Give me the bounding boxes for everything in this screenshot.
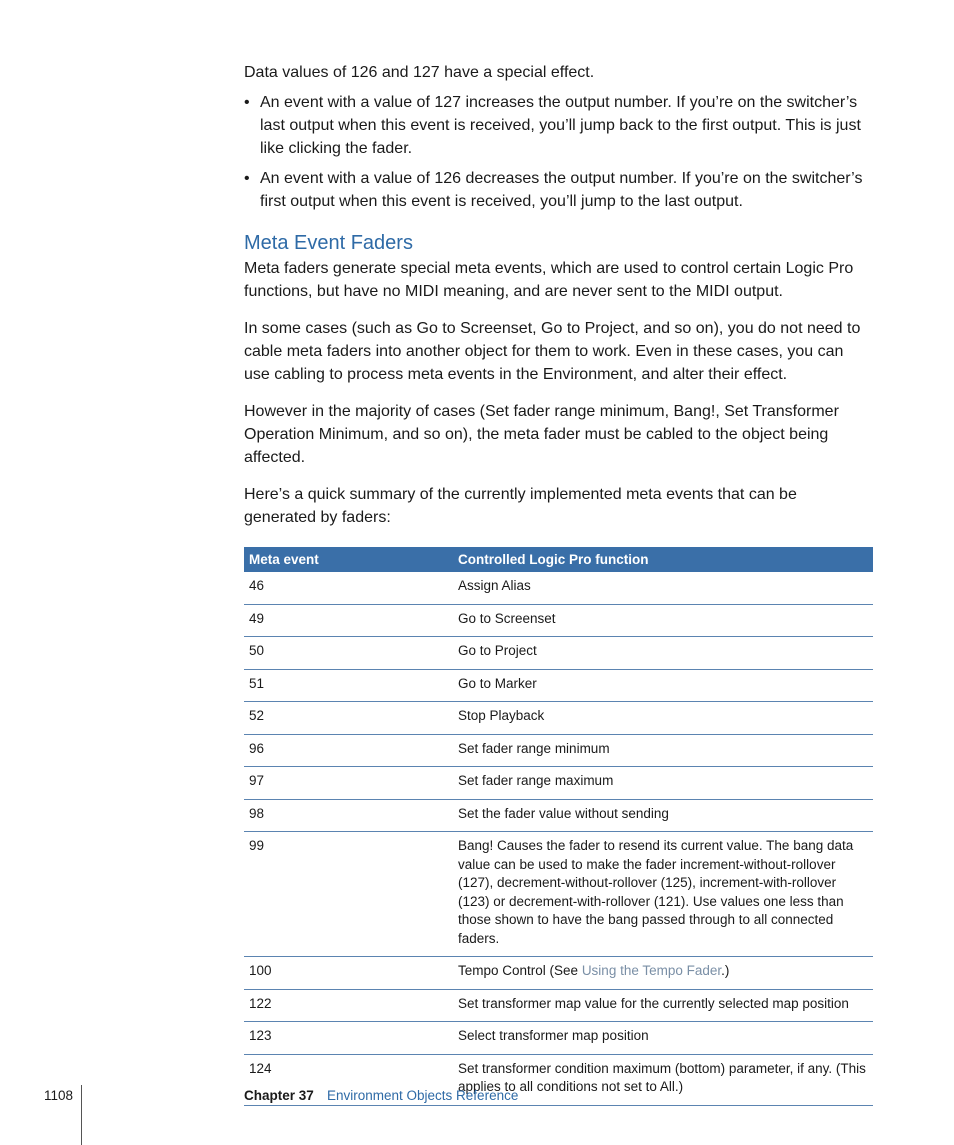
bullet-item — [244, 91, 873, 160]
meta-event-cell: 52 — [244, 702, 453, 735]
page-content — [244, 61, 873, 1106]
bullet-item — [244, 167, 873, 213]
bullet-icon: • — [244, 170, 250, 187]
table-header-row — [244, 547, 873, 572]
section-heading: Meta Event Faders — [244, 232, 413, 254]
table-row — [244, 669, 873, 702]
function-cell: Set fader range minimum — [453, 734, 873, 767]
tempo-fader-link[interactable]: Using the Tempo Fader — [581, 963, 722, 978]
meta-event-cell: 122 — [244, 989, 453, 1022]
table-row — [244, 572, 873, 604]
paragraph: Here’s a quick summary of the currently implemented meta events that can be generated by faders: — [244, 486, 797, 526]
table-row — [244, 957, 873, 990]
function-cell: Set transformer condition maximum (bottom) parameter, if any. (This applies to all conditions not set to All.) — [453, 1054, 873, 1105]
table-row — [244, 702, 873, 735]
table-row — [244, 767, 873, 800]
paragraph: In some cases (such as Go to Screenset, Go to Project, and so on), you do not need to cable meta faders into another object for them to work. Even in these cases, you can use cabling to process meta events in the Environment, and alter their effect. — [244, 320, 861, 383]
meta-event-cell: 98 — [244, 799, 453, 832]
column-header-function: Controlled Logic Pro function — [453, 547, 873, 572]
meta-event-cell: 99 — [244, 832, 453, 957]
meta-event-cell: 50 — [244, 637, 453, 670]
footer-divider — [81, 1085, 82, 1145]
paragraph: Meta faders generate special meta events, which are used to control certain Logic Pro functions, but have no MIDI meaning, and are never sent to the MIDI output. — [244, 260, 854, 300]
meta-event-cell: 123 — [244, 1022, 453, 1055]
function-text-suffix: .) — [721, 963, 730, 978]
table-row — [244, 832, 873, 957]
table-row — [244, 989, 873, 1022]
function-cell: Select transformer map position — [453, 1022, 873, 1055]
table-row — [244, 799, 873, 832]
meta-event-cell: 124 — [244, 1054, 453, 1105]
function-cell: Go to Screenset — [453, 604, 873, 637]
function-cell: Stop Playback — [453, 702, 873, 735]
meta-event-cell: 49 — [244, 604, 453, 637]
function-text-prefix: Tempo Control (See — [458, 963, 582, 978]
column-header-meta-event: Meta event — [244, 547, 453, 572]
function-cell: Go to Project — [453, 637, 873, 670]
function-cell: Set fader range maximum — [453, 767, 873, 800]
function-cell: Bang! Causes the fader to resend its current value. The bang data value can be used to make the fader increment-without-rollover (127), decrement-without-rollover (125), increment-with-rollover (123) or decrement-with-rollover (121). Use values one less than those shown to have the bang passed through to all connected faders. — [453, 832, 873, 957]
page-number: 1108 — [44, 1088, 74, 1103]
table-row — [244, 734, 873, 767]
bullet-icon: • — [244, 94, 250, 111]
meta-event-cell: 51 — [244, 669, 453, 702]
function-cell: Set transformer map value for the currently selected map position — [453, 989, 873, 1022]
function-cell: Assign Alias — [453, 572, 873, 604]
page-footer — [0, 1085, 954, 1145]
meta-event-cell: 97 — [244, 767, 453, 800]
chapter-label: Chapter 37 — [244, 1088, 314, 1103]
function-cell — [453, 957, 873, 990]
table-row — [244, 604, 873, 637]
meta-event-cell: 100 — [244, 957, 453, 990]
meta-event-cell: 46 — [244, 572, 453, 604]
paragraph: However in the majority of cases (Set fader range minimum, Bang!, Set Transformer Operation Minimum, and so on), the meta fader must be cabled to the object being affected. — [244, 403, 839, 466]
table-row — [244, 1022, 873, 1055]
bullet-text: An event with a value of 126 decreases the output number. If you’re on the switcher’s first output when this event is received, you’ll jump to the last output. — [260, 170, 863, 210]
chapter-title-link[interactable]: Environment Objects Reference — [327, 1088, 519, 1103]
function-cell: Go to Marker — [453, 669, 873, 702]
bullet-text: An event with a value of 127 increases the output number. If you’re on the switcher’s last output when this event is received, you’ll jump back to the first output. This is just like clicking the fader. — [260, 94, 861, 157]
function-cell: Set the fader value without sending — [453, 799, 873, 832]
table-row — [244, 637, 873, 670]
meta-events-table — [244, 547, 873, 1106]
meta-event-cell: 96 — [244, 734, 453, 767]
intro-text: Data values of 126 and 127 have a special effect. — [244, 64, 595, 81]
